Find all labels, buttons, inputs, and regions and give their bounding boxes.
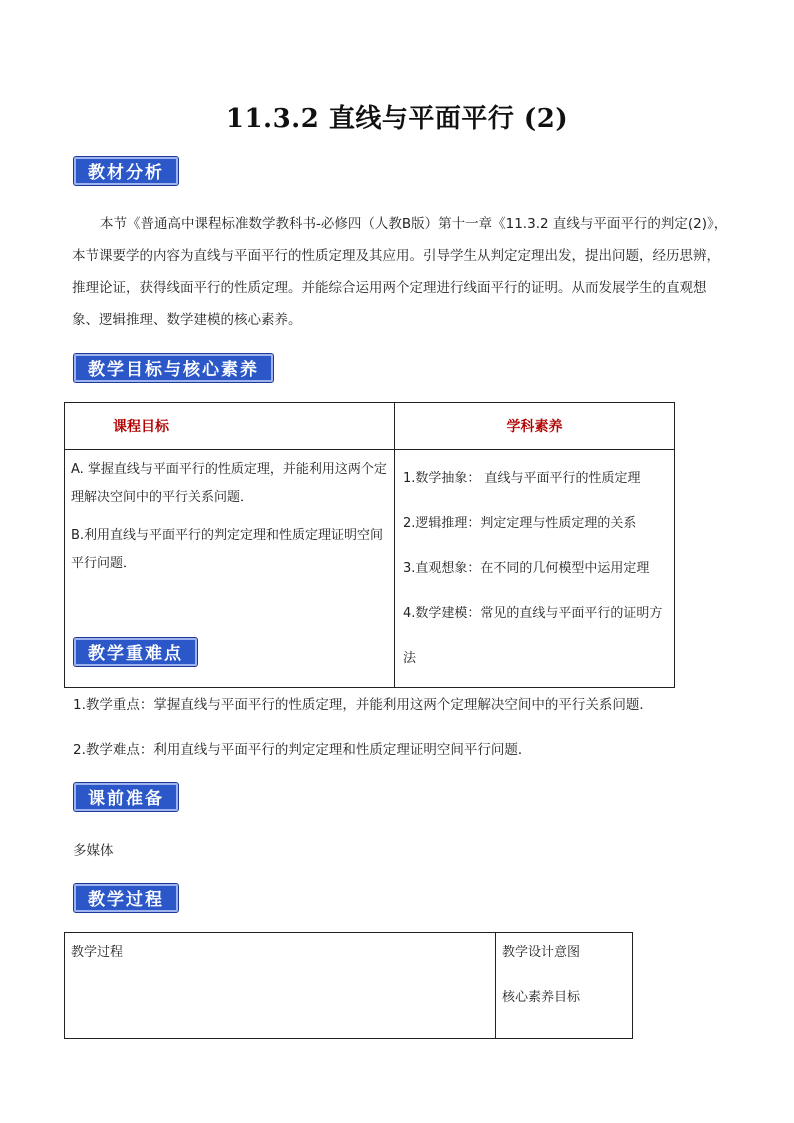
- literacy-item-1: 1.数学抽象： 直线与平面平行的性质定理: [403, 471, 641, 486]
- section-badge-preparation: 课前准备: [74, 783, 178, 811]
- literacy-item-2: 2.逻辑推理：判定定理与性质定理的关系: [403, 516, 637, 531]
- section-badge-keypoints: 教学重难点: [74, 638, 197, 666]
- course-goal-a: A. 掌握直线与平面平行的性质定理，并能利用这两个定理解决空间中的平行关系问题．: [71, 462, 387, 505]
- section-badge-process: 教学过程: [74, 884, 178, 912]
- process-left-header: 教学过程: [71, 945, 124, 960]
- keypoint-focus: 1.教学重点：掌握直线与平面平行的性质定理，并能利用这两个定理解决空间中的平行关系问题．: [73, 697, 653, 713]
- process-side-cell: [496, 933, 633, 1039]
- process-main-cell: [65, 933, 496, 1039]
- process-table-row: [65, 933, 633, 1039]
- goals-literacy-cell: [395, 450, 675, 688]
- literacy-item-3: 3.直观想象：在不同的几何模型中运用定理: [403, 561, 650, 576]
- literacy-item-4: 4.数学建模：常见的直线与平面平行的证明方法: [403, 606, 663, 666]
- course-goal-b: B.利用直线与平面平行的判定定理和性质定理证明空间平行问题．: [71, 528, 384, 571]
- goals-header-literacy: 学科素养: [395, 403, 675, 450]
- section-badge-analysis: 教材分析: [74, 157, 178, 185]
- goals-table-header-row: [65, 403, 675, 450]
- goals-header-course: 课程目标: [65, 403, 395, 450]
- preparation-text: 多媒体: [73, 843, 114, 859]
- keypoint-difficulty: 2.教学难点：利用直线与平面平行的判定定理和性质定理证明空间平行问题．: [73, 742, 532, 758]
- process-core-literacy-goal: 核心素养目标: [502, 990, 581, 1005]
- analysis-paragraph: 本节《普通高中课程标准数学教科书-必修四（人教B版）第十一章《11.3.2 直线与平面平行的判定(2)》， 本节课要学的内容为直线与平面平行的性质定理及其应用。引导学生从判定定理出发，提出问题，经历思辨，推理论证，获得线面平行的性质定理。并能综合运用两个定理进行线面平行的证明。从而发展学生的直观想象、逻辑推理、数学建模的核心素养。: [72, 216, 728, 328]
- process-table: [64, 932, 633, 1039]
- process-design-intent: 教学设计意图: [502, 945, 581, 960]
- page-title: 11.3.2 直线与平面平行 (2): [225, 104, 569, 134]
- section-badge-objectives: 教学目标与核心素养: [74, 354, 273, 382]
